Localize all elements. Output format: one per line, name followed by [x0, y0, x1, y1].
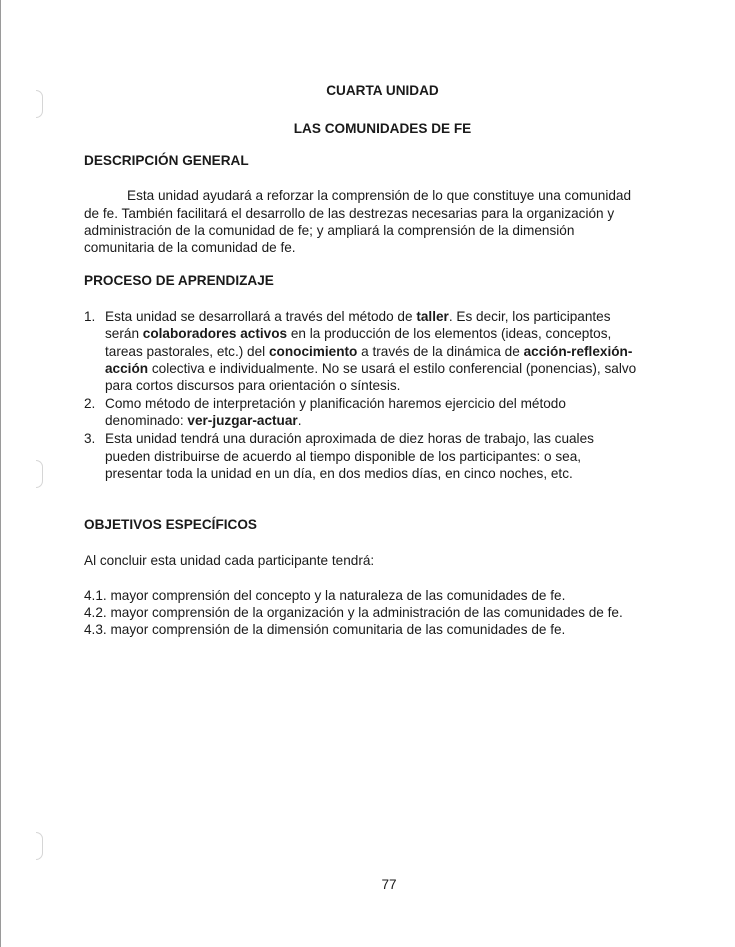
binding-hole-mark: [36, 832, 43, 860]
page-number: 77: [381, 877, 397, 892]
list-item-line: para cortos discursos para orientación o síntesis.: [105, 378, 401, 393]
section-heading-proceso: PROCESO DE APRENDIZAJE: [84, 273, 274, 288]
list-number: 3.: [84, 431, 96, 446]
list-item-line: Como método de interpretación y planificación haremos ejercicio del método: [105, 396, 566, 411]
list-item-line: denominado: ver-juzgar-actuar.: [105, 413, 302, 428]
list-item-line: tareas pastorales, etc.) del conocimiento a través de la dinámica de acción-reflexión-: [105, 344, 633, 359]
section-heading-descripcion: DESCRIPCIÓN GENERAL: [84, 153, 249, 168]
paragraph-line: comunitaria de la comunidad de fe.: [84, 240, 296, 255]
paragraph-line: Esta unidad ayudará a reforzar la comprensión de lo que constituye una comunidad: [127, 188, 632, 203]
page-subtitle: LAS COMUNIDADES DE FE: [293, 121, 472, 136]
objective-item: 4.3. mayor comprensión de la dimensión comunitaria de las comunidades de fe.: [84, 622, 566, 637]
list-item-line: Esta unidad se desarrollará a través del método de taller. Es decir, los participantes: [105, 309, 611, 324]
page-left-edge: [0, 0, 1, 947]
list-number: 1.: [84, 309, 96, 324]
objective-item: 4.2. mayor comprensión de la organización y la administración de las comunidades de fe.: [84, 605, 623, 620]
list-item-line: presentar toda la unidad en un día, en dos medios días, en cinco noches, etc.: [105, 466, 573, 481]
paragraph-line: administración de la comunidad de fe; y ampliará la comprensión de la dimensión: [84, 223, 575, 238]
objective-item: 4.1. mayor comprensión del concepto y la naturaleza de las comunidades de fe.: [84, 588, 566, 603]
section-heading-objetivos: OBJETIVOS ESPECÍFICOS: [84, 517, 257, 532]
list-number: 2.: [84, 396, 96, 411]
list-item-line: Esta unidad tendrá una duración aproximada de diez horas de trabajo, las cuales: [105, 431, 594, 446]
binding-hole-mark: [36, 460, 43, 488]
list-item-line: acción colectiva e individualmente. No se usará el estilo conferencial (ponencias), salvo: [105, 361, 637, 376]
page-title: CUARTA UNIDAD: [326, 83, 439, 98]
list-item-line: serán colaboradores activos en la producción de los elementos (ideas, conceptos,: [105, 326, 612, 341]
paragraph-line: de fe. También facilitará el desarrollo de las destrezas necesarias para la organización y: [84, 206, 615, 221]
objectives-intro: Al concluir esta unidad cada participante tendrá:: [84, 553, 375, 568]
list-item-line: pueden distribuirse de acuerdo al tiempo disponible de los participantes: o sea,: [105, 449, 582, 464]
